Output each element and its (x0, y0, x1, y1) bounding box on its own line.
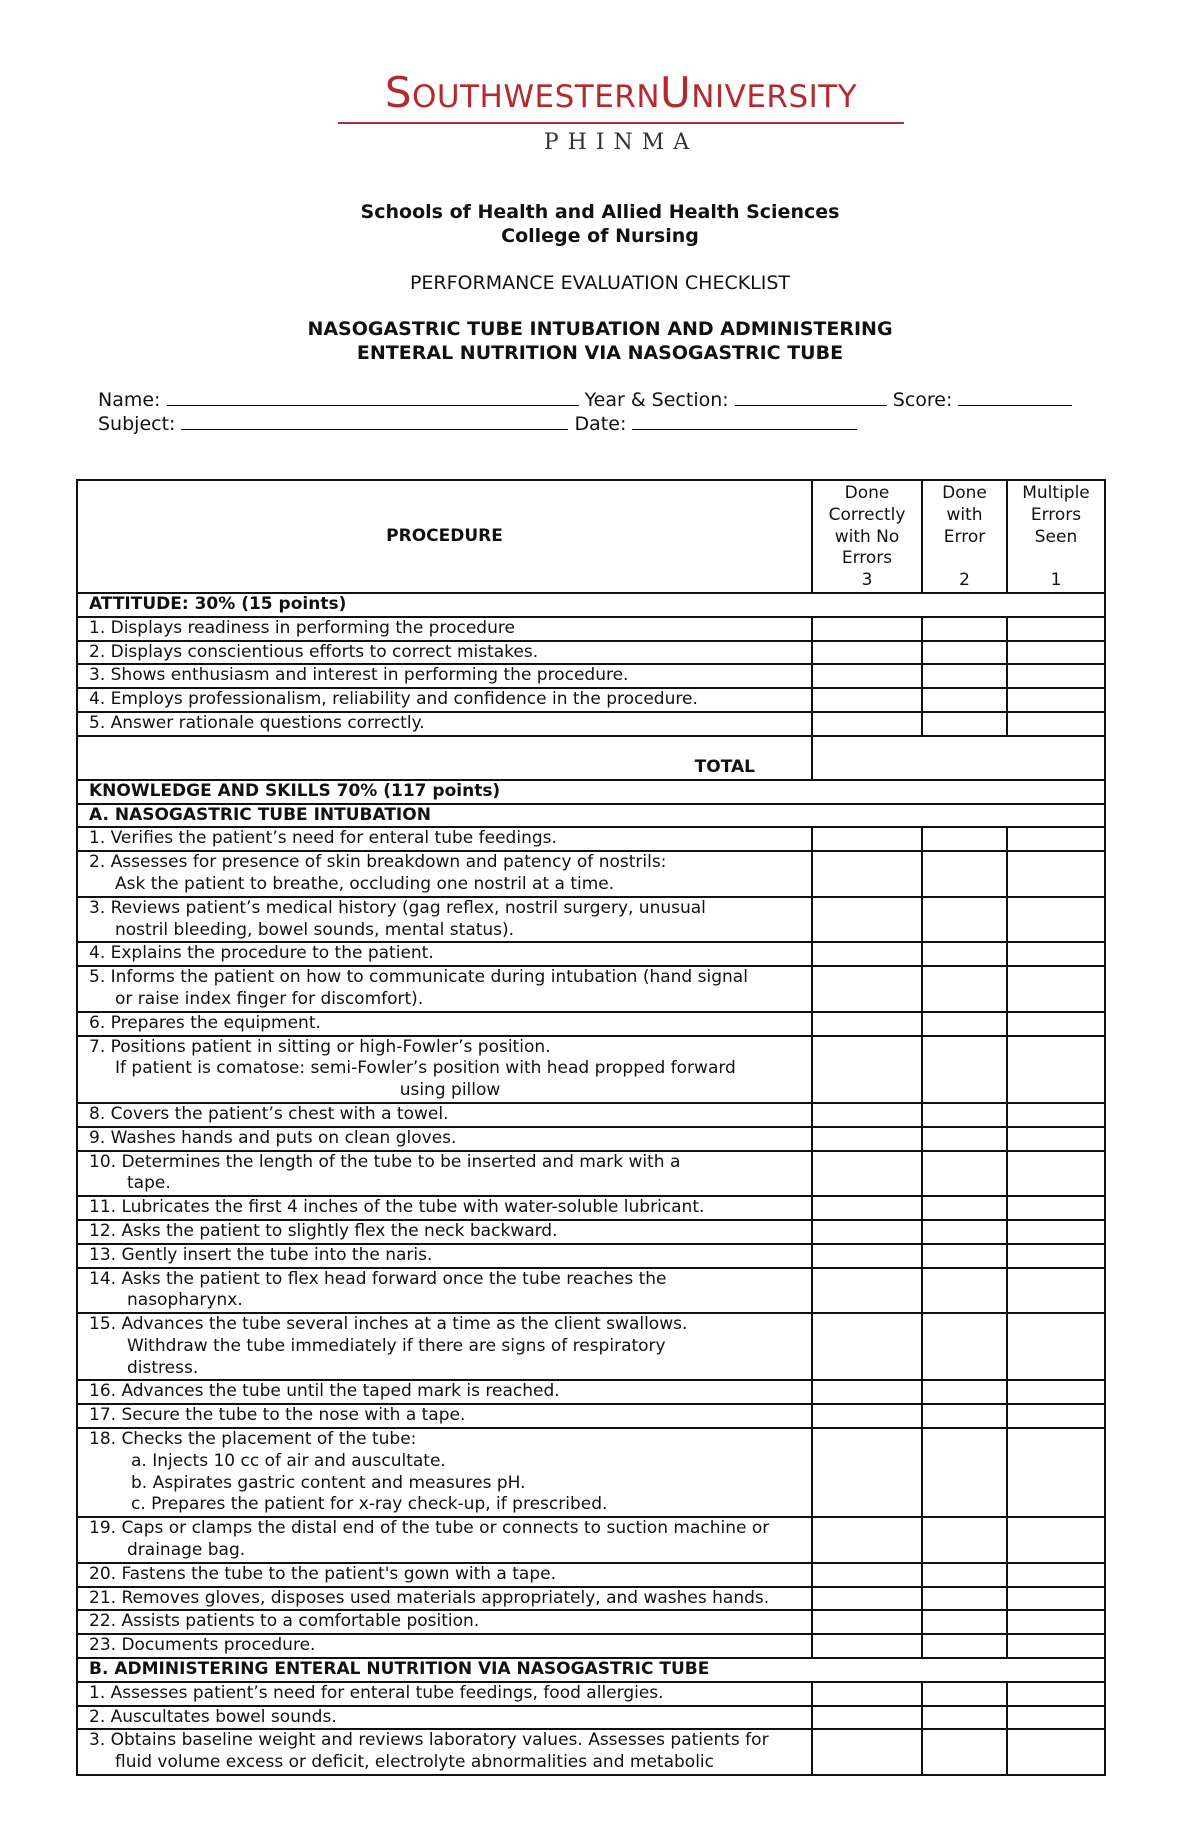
rating-3-cell[interactable] (812, 1380, 922, 1404)
rating-2-cell[interactable] (922, 827, 1007, 851)
rating-2-cell[interactable] (922, 688, 1007, 712)
total-label: TOTAL (77, 736, 812, 780)
procedure-step-text: 1. Verifies the patient’s need for enteral tube feedings. (89, 828, 557, 849)
procedure-step (77, 827, 812, 851)
rating-3-cell[interactable] (812, 1682, 922, 1706)
rating-2-cell[interactable] (922, 1151, 1007, 1197)
procedure-step (77, 1587, 812, 1611)
procedure-step (77, 1517, 812, 1563)
checklist-item-row (77, 1610, 1105, 1634)
procedure-step-text: 2. Auscultates bowel sounds. (89, 1706, 337, 1727)
procedure-step-text: drainage bag. (127, 1540, 246, 1561)
procedure-step-text: 14. Asks the patient to flex head forward once the tube reaches the (89, 1268, 667, 1289)
rating-2-cell[interactable] (922, 851, 1007, 897)
form-title: PERFORMANCE EVALUATION CHECKLIST (409, 272, 791, 294)
procedure-step (77, 1268, 812, 1314)
column-header-line: Seen (1034, 526, 1078, 547)
done-with-error-column-header (922, 480, 1007, 593)
procedure-step-text: 15. Advances the tube several inches at a time as the client swallows. (89, 1314, 688, 1335)
procedure-step (77, 1428, 812, 1517)
rating-2-cell[interactable] (922, 1012, 1007, 1036)
checklist-item-row (77, 897, 1105, 943)
procedure-step (77, 1729, 812, 1775)
checklist-item-row (77, 1729, 1105, 1775)
procedure-title-line-2: ENTERAL NUTRITION VIA NASOGASTRIC TUBE (356, 342, 844, 364)
subject-field[interactable] (181, 411, 568, 430)
procedure-step-text: b. Aspirates gastric content and measures pH. (131, 1472, 526, 1493)
column-header-line: 3 (861, 570, 873, 591)
column-header-line: with (946, 504, 983, 525)
procedure-step-text: 3. Shows enthusiasm and interest in performing the procedure. (89, 665, 629, 686)
procedure-step-text: 18. Checks the placement of the tube: (89, 1429, 417, 1450)
logo-text-part: NIVERSITY (691, 79, 858, 115)
rating-2-cell[interactable] (922, 641, 1007, 665)
rating-2-cell[interactable] (922, 966, 1007, 1012)
rating-2-cell[interactable] (922, 942, 1007, 966)
checklist-item-row (77, 1563, 1105, 1587)
university-name (338, 68, 904, 118)
rating-2-cell[interactable] (922, 1587, 1007, 1611)
rating-1-cell[interactable] (1007, 1244, 1105, 1268)
rating-1-cell[interactable] (1007, 1517, 1105, 1563)
rating-3-cell[interactable] (812, 1706, 922, 1730)
checklist-item-row (77, 1517, 1105, 1563)
procedure-step-text: If patient is comatose: semi-Fowler’s position with head propped forward (115, 1058, 736, 1079)
procedure-step (77, 1151, 812, 1197)
rating-2-cell[interactable] (922, 1634, 1007, 1658)
rating-1-cell[interactable] (1007, 617, 1105, 641)
rating-1-cell[interactable] (1007, 1012, 1105, 1036)
procedure-step-text: 7. Positions patient in sitting or high-Fowler’s position. (89, 1036, 551, 1057)
procedure-step-text: using pillow (399, 1080, 501, 1101)
rating-1-cell[interactable] (1007, 966, 1105, 1012)
logo-text-part: OUTHWESTERN (412, 79, 661, 115)
procedure-step (77, 1196, 812, 1220)
subject-label: Subject: (98, 413, 176, 435)
checklist-item-row (77, 1012, 1105, 1036)
rating-1-cell[interactable] (1007, 1428, 1105, 1517)
column-header-line: 1 (1050, 569, 1062, 590)
procedure-step (77, 1103, 812, 1127)
attitude-section-heading: ATTITUDE: 30% (15 points) (77, 593, 1105, 617)
procedure-step-text: 23. Documents procedure. (89, 1635, 316, 1656)
rating-2-cell[interactable] (922, 1313, 1007, 1380)
rating-2-cell[interactable] (922, 1610, 1007, 1634)
rating-1-cell[interactable] (1007, 851, 1105, 897)
procedure-step-text: fluid volume excess or deficit, electrolyte abnormalities and metabolic (115, 1752, 714, 1773)
procedure-step (77, 1244, 812, 1268)
checklist-item-row (77, 1036, 1105, 1103)
procedure-step (77, 641, 812, 665)
procedure-step-text: 5. Answer rationale questions correctly. (89, 712, 425, 733)
rating-3-cell[interactable] (812, 966, 922, 1012)
procedure-step-text: 11. Lubricates the first 4 inches of the tube with water-soluble lubricant. (89, 1197, 705, 1218)
rating-2-cell[interactable] (922, 1127, 1007, 1151)
procedure-step (77, 664, 812, 688)
column-header-line: with No (834, 526, 900, 547)
checklist-item-row (77, 1428, 1105, 1517)
column-header-line: Multiple (1022, 483, 1090, 503)
rating-3-cell[interactable] (812, 1268, 922, 1314)
procedure-step-text: 19. Caps or clamps the distal end of the tube or connects to suction machine or (89, 1518, 770, 1539)
checklist-item-row (77, 1268, 1105, 1314)
procedure-step-text: 21. Removes gloves, disposes used materials appropriately, and washes hands. (89, 1587, 770, 1608)
procedure-step-text: 8. Covers the patient’s chest with a towel. (89, 1103, 449, 1124)
rating-1-cell[interactable] (1007, 1220, 1105, 1244)
procedure-step (77, 1036, 812, 1103)
year-section-field[interactable] (735, 387, 887, 406)
checklist-item-row (77, 617, 1105, 641)
rating-3-cell[interactable] (812, 1313, 922, 1380)
column-header-line: Errors (841, 548, 893, 569)
rating-1-cell[interactable] (1007, 1103, 1105, 1127)
done-correctly-column-header (812, 480, 922, 593)
column-header-line: Done (942, 483, 987, 503)
rating-2-cell[interactable] (922, 897, 1007, 943)
name-field[interactable] (167, 387, 579, 406)
procedure-step (77, 942, 812, 966)
checklist-item-row (77, 712, 1105, 736)
rating-1-cell[interactable] (1007, 1268, 1105, 1314)
rating-2-cell[interactable] (922, 1220, 1007, 1244)
procedure-step (77, 1012, 812, 1036)
school-name: Schools of Health and Allied Health Sciences (360, 201, 840, 223)
procedure-step-text: a. Injects 10 cc of air and auscultate. (131, 1450, 446, 1471)
total-score-cell[interactable] (812, 736, 1105, 780)
rating-1-cell[interactable] (1007, 1610, 1105, 1634)
college-name: College of Nursing (501, 225, 699, 247)
rating-1-cell[interactable] (1007, 1151, 1105, 1197)
checklist-item-row (77, 1682, 1105, 1706)
checklist-item-row (77, 966, 1105, 1012)
procedure-step-text: 22. Assists patients to a comfortable position. (89, 1611, 480, 1632)
rating-1-cell[interactable] (1007, 1587, 1105, 1611)
rating-3-cell[interactable] (812, 1729, 922, 1775)
procedure-column-header: PROCEDURE (77, 480, 812, 593)
procedure-step (77, 966, 812, 1012)
rating-1-cell[interactable] (1007, 1706, 1105, 1730)
rating-3-cell[interactable] (812, 664, 922, 688)
column-header-line: 2 (959, 569, 970, 590)
procedure-step (77, 1634, 812, 1658)
procedure-step-text: 1. Assesses patient’s need for enteral tube feedings, food allergies. (89, 1682, 664, 1703)
procedure-step (77, 1220, 812, 1244)
section-b-heading: B. ADMINISTERING ENTERAL NUTRITION VIA NASOGASTRIC TUBE (77, 1658, 1105, 1682)
rating-2-cell[interactable] (922, 712, 1007, 736)
rating-1-cell[interactable] (1007, 1127, 1105, 1151)
procedure-step (77, 1610, 812, 1634)
checklist-item-row (77, 664, 1105, 688)
logo-text-part: U (660, 68, 692, 117)
checklist-item-row (77, 1103, 1105, 1127)
column-header-line: Errors (1030, 504, 1082, 525)
procedure-step-text: 4. Explains the procedure to the patient. (89, 943, 434, 964)
rating-3-cell[interactable] (812, 1036, 922, 1103)
procedure-step-text: 13. Gently insert the tube into the naris. (89, 1244, 433, 1265)
procedure-step (77, 1313, 812, 1380)
rating-1-cell[interactable] (1007, 688, 1105, 712)
checklist-item-row (77, 1151, 1105, 1197)
rating-1-cell[interactable] (1007, 1563, 1105, 1587)
checklist-item-row (77, 1127, 1105, 1151)
section-row (77, 1658, 1105, 1682)
rating-2-cell[interactable] (922, 1706, 1007, 1730)
rating-1-cell[interactable] (1007, 664, 1105, 688)
checklist-item-row (77, 942, 1105, 966)
rating-1-cell[interactable] (1007, 1682, 1105, 1706)
procedure-step-text: 2. Assesses for presence of skin breakdown and patency of nostrils: (89, 852, 667, 873)
checklist-item-row (77, 688, 1105, 712)
rating-1-cell[interactable] (1007, 1196, 1105, 1220)
rating-1-cell[interactable] (1007, 827, 1105, 851)
procedure-step-text: Withdraw the tube immediately if there are signs of respiratory (127, 1335, 666, 1356)
section-row (77, 593, 1105, 617)
student-info-row-2 (98, 411, 857, 436)
rating-1-cell[interactable] (1007, 1313, 1105, 1380)
score-field[interactable] (958, 387, 1072, 406)
rating-3-cell[interactable] (812, 688, 922, 712)
rating-3-cell[interactable] (812, 1610, 922, 1634)
rating-2-cell[interactable] (922, 1563, 1007, 1587)
rating-2-cell[interactable] (922, 1103, 1007, 1127)
rating-2-cell[interactable] (922, 1196, 1007, 1220)
rating-3-cell[interactable] (812, 1244, 922, 1268)
procedure-step-text: or raise index finger for discomfort). (115, 988, 424, 1009)
procedure-step-text: nostril bleeding, bowel sounds, mental status). (115, 919, 515, 940)
procedure-step (77, 1380, 812, 1404)
rating-2-cell[interactable] (922, 1729, 1007, 1775)
rating-3-cell[interactable] (812, 1127, 922, 1151)
rating-3-cell[interactable] (812, 1634, 922, 1658)
rating-1-cell[interactable] (1007, 1404, 1105, 1428)
checklist-item-row (77, 1587, 1105, 1611)
column-header-line (923, 548, 1006, 570)
name-label: Name: (98, 389, 161, 411)
procedure-step-text: 16. Advances the tube until the taped mark is reached. (89, 1381, 560, 1402)
procedure-step-text: 1. Displays readiness in performing the procedure (89, 617, 515, 638)
procedure-step-text: 3. Reviews patient’s medical history (gag reflex, nostril surgery, unusual (89, 897, 706, 918)
rating-1-cell[interactable] (1007, 897, 1105, 943)
procedure-step (77, 1127, 812, 1151)
procedure-step-text: Ask the patient to breathe, occluding one nostril at a time. (115, 873, 615, 894)
rating-2-cell[interactable] (922, 617, 1007, 641)
logo-divider (338, 122, 904, 124)
logo-text-part: S (384, 68, 413, 117)
checklist-item-row (77, 1634, 1105, 1658)
rating-2-cell[interactable] (922, 1244, 1007, 1268)
procedure-step (77, 851, 812, 897)
rating-3-cell[interactable] (812, 942, 922, 966)
rating-2-cell[interactable] (922, 1036, 1007, 1103)
rating-2-cell[interactable] (922, 1268, 1007, 1314)
rating-3-cell[interactable] (812, 617, 922, 641)
section-row (77, 780, 1105, 804)
column-header-line: Done (844, 483, 890, 503)
rating-3-cell[interactable] (812, 851, 922, 897)
procedure-step (77, 1682, 812, 1706)
rating-3-cell[interactable] (812, 1151, 922, 1197)
multiple-errors-column-header (1007, 480, 1105, 593)
procedure-title-line-1: NASOGASTRIC TUBE INTUBATION AND ADMINISTERING (307, 318, 893, 340)
table-header-row (77, 480, 1105, 593)
checklist-item-row (77, 851, 1105, 897)
student-info-row-1 (98, 387, 1072, 412)
rating-2-cell[interactable] (922, 1682, 1007, 1706)
rating-3-cell[interactable] (812, 1103, 922, 1127)
rating-3-cell[interactable] (812, 1428, 922, 1517)
procedure-step (77, 617, 812, 641)
university-logo (338, 68, 904, 155)
procedure-step-text: 5. Informs the patient on how to communicate during intubation (hand signal (89, 967, 748, 988)
year-section-label: Year & Section: (584, 389, 729, 411)
procedure-step (77, 1404, 812, 1428)
procedure-step (77, 1706, 812, 1730)
rating-3-cell[interactable] (812, 1220, 922, 1244)
evaluation-checklist-table (76, 479, 1106, 1776)
procedure-step-text: 20. Fastens the tube to the patient's gown with a tape. (89, 1563, 556, 1584)
rating-2-cell[interactable] (922, 1404, 1007, 1428)
procedure-step-text: nasopharynx. (127, 1290, 243, 1311)
rating-2-cell[interactable] (922, 1380, 1007, 1404)
checklist-item-row (77, 1313, 1105, 1380)
checklist-item-row (77, 1220, 1105, 1244)
rating-1-cell[interactable] (1007, 1729, 1105, 1775)
procedure-step-text: c. Prepares the patient for x-ray check-up, if prescribed. (131, 1494, 608, 1515)
rating-1-cell[interactable] (1007, 1036, 1105, 1103)
rating-3-cell[interactable] (812, 712, 922, 736)
procedure-step-text: 2. Displays conscientious efforts to correct mistakes. (89, 641, 539, 662)
rating-2-cell[interactable] (922, 664, 1007, 688)
procedure-step-text: 17. Secure the tube to the nose with a tape. (89, 1405, 466, 1426)
rating-3-cell[interactable] (812, 1563, 922, 1587)
procedure-step-text: distress. (127, 1357, 199, 1378)
checklist-item-row (77, 1404, 1105, 1428)
rating-1-cell[interactable] (1007, 1380, 1105, 1404)
procedure-step-text: 9. Washes hands and puts on clean gloves. (89, 1127, 457, 1148)
checklist-item-row (77, 1380, 1105, 1404)
procedure-step-text: 6. Prepares the equipment. (89, 1012, 321, 1033)
logo-subtitle: PHINMA (543, 130, 699, 155)
score-label: Score: (892, 389, 953, 411)
rating-3-cell[interactable] (812, 1012, 922, 1036)
checklist-item-row (77, 827, 1105, 851)
procedure-step-text: 10. Determines the length of the tube to be inserted and mark with a (89, 1151, 681, 1172)
rating-1-cell[interactable] (1007, 712, 1105, 736)
date-label: Date: (574, 413, 627, 435)
rating-3-cell[interactable] (812, 897, 922, 943)
section-row (77, 804, 1105, 828)
knowledge-skills-heading: KNOWLEDGE AND SKILLS 70% (117 points) (77, 780, 1105, 804)
rating-3-cell[interactable] (812, 641, 922, 665)
rating-1-cell[interactable] (1007, 1634, 1105, 1658)
rating-3-cell[interactable] (812, 1196, 922, 1220)
column-header-line (1008, 548, 1104, 570)
procedure-step (77, 897, 812, 943)
procedure-step-text: 3. Obtains baseline weight and reviews laboratory values. Assesses patients for (89, 1730, 769, 1751)
procedure-step (77, 1563, 812, 1587)
checklist-item-row (77, 1706, 1105, 1730)
rating-3-cell[interactable] (812, 1587, 922, 1611)
checklist-item-row (77, 1196, 1105, 1220)
checklist-item-row (77, 641, 1105, 665)
column-header-line: Correctly (828, 504, 906, 525)
section-a-heading: A. NASOGASTRIC TUBE INTUBATION (77, 804, 1105, 828)
rating-1-cell[interactable] (1007, 942, 1105, 966)
procedure-step-text: 12. Asks the patient to slightly flex the neck backward. (89, 1220, 558, 1241)
procedure-step (77, 688, 812, 712)
date-field[interactable] (632, 411, 857, 430)
checklist-item-row (77, 1244, 1105, 1268)
procedure-step-text: 4. Employs professionalism, reliability and confidence in the procedure. (89, 689, 698, 710)
rating-2-cell[interactable] (922, 1428, 1007, 1517)
rating-3-cell[interactable] (812, 827, 922, 851)
rating-3-cell[interactable] (812, 1404, 922, 1428)
rating-3-cell[interactable] (812, 1517, 922, 1563)
rating-2-cell[interactable] (922, 1517, 1007, 1563)
total-row (77, 736, 1105, 780)
procedure-step-text: tape. (127, 1173, 171, 1194)
rating-1-cell[interactable] (1007, 641, 1105, 665)
procedure-step (77, 712, 812, 736)
column-header-line: Error (943, 526, 986, 547)
